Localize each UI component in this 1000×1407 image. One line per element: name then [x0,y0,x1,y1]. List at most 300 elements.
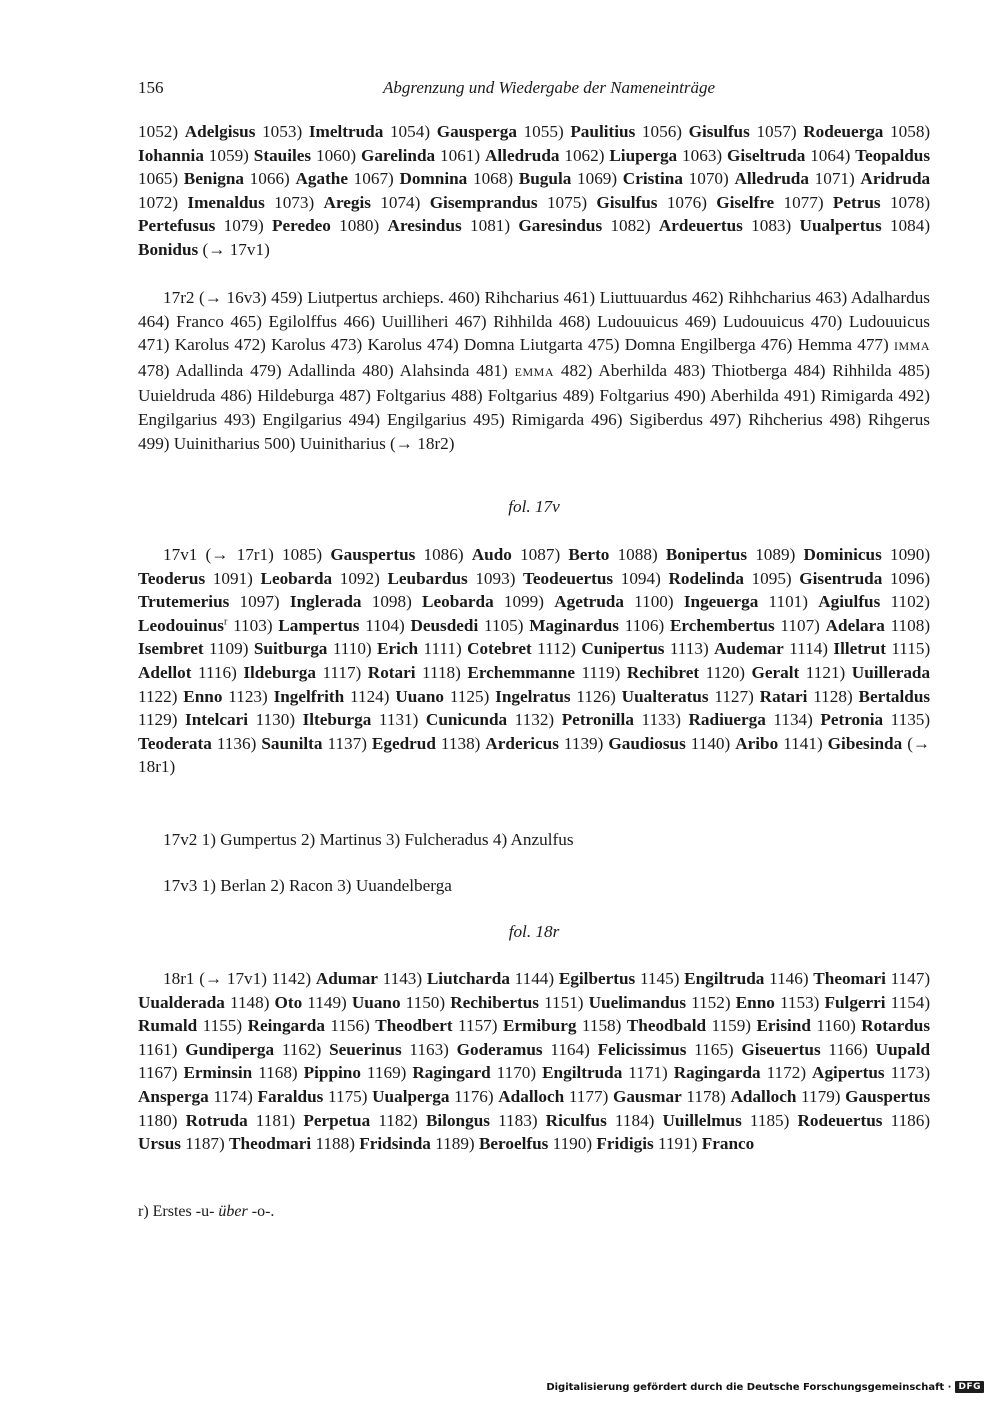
entry-number: 1177) [568,1086,609,1106]
entry-paragraph: 17r2 (→ 16v3) 459) Liutpertus archieps. 460) Rihcharius 461) Liuttuuardus 462) Rihhcharius 463) Adalhardus 464) Franco 465) Egilolffus 466) Uuilliheri 467) Rihhilda 468) Ludouuicus 469) Ludouuicus 470) Ludouuicus 471) Karolus 472) Karolus 473) Karolus 474) Domna Liutgarta 475) Domna Engilberga 476) Hemma 477) IMMA 478) Adallinda 479) Adallinda 480) Alahsinda 481) EMMA 482) Aberhilda 483) Thiotberga 484) Rihhilda 485) Uuieldruda 486) Hildeburga 487) Foltgarius 488) Foltgarius 489) Foltgarius 490) Aberhilda 491) Rimigarda 492) Engilgarius 493) Engilgarius 494) Engilgarius 495) Rimigarda 496) Sigiberdus 497) Rihcherius 498) Rihgerus 499) Uuinitharius 500) Uuinitharius (→ 18r2) [138,288,931,453]
entry-number: 1134) [773,710,813,730]
entry-number: 1092) [339,568,380,588]
entry-number: 1058) [890,122,931,141]
entry-name: Uupald [875,1039,931,1059]
entry-number: 1123) [228,686,268,706]
entry-name: Liutcharda [426,969,510,988]
entry-name: Rotardus [861,1016,931,1036]
entry-name: Adalloch [498,1086,565,1106]
entry-number: 1120) [705,662,746,682]
entries-17v1 [138,543,930,779]
entry-number: 1078) [889,192,931,212]
entry-number: 1084) [889,216,931,236]
entry-number: 1168) [258,1063,298,1083]
entry-number: 1066) [249,169,290,189]
entry-name: Aresindus [387,216,462,236]
entry-name: Pippino [303,1063,361,1083]
entry-number: 1070) [688,169,729,189]
entry-number: 1181) [255,1110,296,1130]
entry-number: 1129) [138,710,178,730]
entry-name: Garesindus [518,216,603,236]
entry-number: 1160) [816,1016,856,1036]
entry-name: Deusdedi [410,615,479,635]
entry-number: 1180) [138,1110,178,1130]
entry-name: Theodmari [229,1134,312,1154]
entry-name: Paulitius [570,122,636,141]
entry-name: Ingeuerga [683,592,759,612]
entry-number: 1119) [581,662,621,682]
entry-name: Adalloch [730,1086,797,1106]
entry-name: Uuelimandus [588,992,687,1012]
entry-name: Pertefusus [138,216,216,236]
entry-name: Radiuerga [688,710,766,730]
entry-name: Rodelinda [668,568,744,588]
entry-number: 1122) [138,686,178,706]
entry-number: 1130) [255,710,296,730]
entry-name: Oto [274,992,303,1012]
entry-name: Egedrud [371,733,436,753]
entry-name: Uualderada [138,992,225,1012]
entry-name: Uualteratus [621,686,709,706]
entry-number: 1159) [711,1016,752,1036]
entry-number: 1166) [828,1039,868,1059]
entry-name: Leobarda [260,568,333,588]
entry-number: 1082) [610,216,651,236]
entry-name: Giseltruda [727,145,806,165]
entry-name: Uualperga [372,1086,450,1106]
entry-number: 1081) [470,216,511,236]
entry-name: Agathe [295,169,348,189]
entry-name: Reingarda [247,1016,325,1036]
entry-number: 1157) [458,1016,498,1036]
entry-name: Uuillerada [851,662,931,682]
entry-number: 1098) [371,592,412,612]
entry-number: 1116) [197,662,237,682]
entries-18r1 [138,967,930,1156]
entry-name: Alledruda [734,169,809,189]
entry-name: Agipertus [812,1063,885,1083]
entry-number: 1175) [328,1086,368,1106]
entry-name: Bonipertus [665,545,748,564]
entry-number: 1076) [666,192,707,212]
entry-name: Bertaldus [858,686,931,706]
folio-heading-17v: fol. 17v [508,497,560,516]
entry-number: 1125) [449,686,490,706]
entry-name: Leodouinus [138,615,224,635]
entry-number: 1091) [212,568,253,588]
entry-number: 1117) [322,662,362,682]
entry-number: 1185) [749,1110,790,1130]
running-title: Abgrenzung und Wiedergabe der Nameneinträge [382,78,716,97]
entries-1052-1084 [138,120,930,262]
entry-name: Franco [701,1134,755,1154]
entry-number: 1169) [366,1063,407,1083]
footnote: r) Erstes -u- über -o-. [138,1203,275,1220]
entry-name: Ragingarda [673,1063,761,1083]
entry-number: 1176) [454,1086,494,1106]
small-caps-name: IMMA [893,339,930,354]
entry-name: Erchemmanne [467,662,575,682]
entry-name: Uualpertus [799,216,882,236]
entry-name: Rumald [138,1016,198,1036]
entry-number: 1127) [714,686,754,706]
entry-name: Saunilta [261,733,323,753]
entry-name: Audemar [714,639,784,659]
entry-name: Petronilla [561,710,634,730]
entry-name: Trutemerius [138,592,230,612]
entry-number: 1147) [890,969,931,988]
entry-number: 1052) [138,122,179,141]
entry-name: Iohannia [138,145,204,165]
entry-name: Theomari [813,969,886,988]
entry-number: 1061) [440,145,481,165]
entry-number: 1162) [281,1039,322,1059]
entry-number: 1110) [332,639,372,659]
entry-number: 1161) [138,1039,178,1059]
entry-name: Imenaldus [187,192,265,212]
funding-credit: Digitalisierung gefördert durch die Deutsche Forschungsgemeinschaft · DFG [546,1381,984,1393]
entry-name: Suitburga [253,639,328,659]
entry-paragraph: 18r1 (→ 17v1) 1142) Adumar 1143) Liutcharda 1144) Egilbertus 1145) Engiltruda 1146) Theomari 1147) Uualderada 1148) Oto 1149) Uuano 1150) Rechibertus 1151) Uuelimandus 1152) Enno 1153) Fulgerri 1154) Rumald 1155) Reingarda 1156) Theodbert 1157) Ermiburg 1158) Theodbald 1159) Erisind 1160) Rotardus 1161) Gundiperga 1162) Seuerinus 1163) Goderamus 1164) Felicissimus 1165) Giseuertus 1166) Uupald 1167) Erminsin 1168) Pippino 1169) Ragingard 1170) Engiltruda 1171) Ragingarda 1172) Agipertus 1173) Ansperga 1174) Faraldus 1175) Uualperga 1176) Adalloch 1177) Gausmar 1178) Adalloch 1179) Gauspertus 1180) Rotruda 1181) Perpetua 1182) Bilongus 1183) Riculfus 1184) Uuillelmus 1185) Rodeuertus 1186) Ursus 1187) Theodmari 1188) Fridsinda 1189) Beroelfus 1190) Fridigis 1191) Franco [138,969,931,1154]
entry-name: Erchembertus [669,615,775,635]
entry-name: Erisind [756,1016,811,1036]
entry-number: 1142) [271,969,312,988]
entry-name: Engiltruda [684,969,765,988]
entry-number: 1075) [546,192,588,212]
entry-name: Teodeuertus [523,568,614,588]
entry-number: 1053) [262,122,303,141]
entry-name: Ildeburga [243,662,316,682]
entry-number: 1071) [814,169,855,189]
entry-number: 1062) [564,145,605,165]
entry-number: 1153) [779,992,820,1012]
entry-number: 1065) [138,169,179,189]
entry-number: 1059) [208,145,249,165]
entry-name: Agiulfus [818,592,881,612]
entry-name: Illetrut [833,639,886,659]
entry-name: Gauspertus [330,545,416,564]
entry-number: 1069) [577,169,618,189]
entry-number: 1114) [789,639,829,659]
entry-number: 1088) [617,545,658,564]
entry-name: Theodbert [375,1016,453,1036]
entry-number: 1183) [498,1110,538,1130]
entry-name: Cristina [622,169,683,189]
entry-name: Cotebret [467,639,532,659]
folio-heading-18r: fol. 18r [508,922,560,941]
entry-name: Teoderus [138,568,206,588]
entry-name: Riculfus [545,1110,607,1130]
footnote-mark: r [223,616,228,628]
entry-name: Uuillelmus [662,1110,742,1130]
entry-name: Gausperga [436,122,517,141]
entry-name: Ragingard [412,1063,491,1083]
entry-number: 1165) [694,1039,734,1059]
entry-name: Rodeuerga [803,122,884,141]
entry-name: Gauspertus [845,1086,931,1106]
entry-name: Fridigis [596,1134,654,1154]
entry-name: Ursus [138,1134,181,1154]
entry-number: 1074) [380,192,421,212]
entry-number: 1182) [378,1110,418,1130]
entry-name: Felicissimus [597,1039,687,1059]
entry-name: Gibesinda [827,733,903,753]
entry-name: Engiltruda [542,1063,623,1083]
entry-number: 1143) [382,969,423,988]
entry-name: Agetruda [554,592,624,612]
entry-number: 1141) [783,733,823,753]
entry-number: 1156) [330,1016,370,1036]
entry-name: Erich [377,639,419,659]
entry-name: Gisulfus [688,122,750,141]
entry-number: 1126) [576,686,616,706]
entry-number: 1150) [405,992,446,1012]
entry-number: 1164) [550,1039,590,1059]
entry-name: Dominicus [803,545,882,564]
entry-name: Ermiburg [502,1016,577,1036]
entry-number: 1055) [523,122,564,141]
entry-number: 1191) [657,1134,698,1154]
entry-number: 1099) [503,592,544,612]
entry-number: 1095) [751,568,792,588]
entry-number: 1079) [223,216,264,236]
entry-name: Liuperga [609,145,678,165]
entry-number: 1170) [496,1063,537,1083]
entry-number: 1151) [544,992,584,1012]
entry-number: 1186) [890,1110,931,1130]
entry-name: Leobarda [422,592,494,612]
entry-number: 1155) [202,1016,243,1036]
entry-name: Theodbald [626,1016,707,1036]
entry-name: Ingelfrith [273,686,345,706]
entry-number: 1073) [274,192,315,212]
entry-name: Adelgisus [184,122,256,141]
entry-name: Uuano [351,992,401,1012]
entry-number: 1135) [890,710,931,730]
entry-name: Gisulfus [596,192,658,212]
entry-name: Enno [735,992,775,1012]
entry-number: 1089) [755,545,796,564]
entry-name: Cunipertus [581,639,665,659]
entry-name: Teoderata [138,733,212,753]
entry-number: 1112) [537,639,576,659]
entry-number: 1101) [768,592,808,612]
entry-name: Audo [471,545,512,564]
entry-name: Adelara [825,615,885,635]
entry-number: 1087) [520,545,561,564]
entry-name: Gausmar [612,1086,682,1106]
entry-number: 1146) [769,969,809,988]
entry-paragraph [138,120,930,262]
entry-name: Geralt [751,662,800,682]
entry-number: 1154) [890,992,931,1012]
entry-number: 1096) [889,568,931,588]
entry-name: Bilongus [425,1110,490,1130]
entry-number: 1111) [423,639,462,659]
cross-reference: (→ 17v1) [202,239,270,259]
entry-number: 1172) [766,1063,807,1083]
entry-name: Bonidus [138,239,199,259]
entry-name: Benigna [183,169,244,189]
entry-number: 1054) [389,122,431,141]
entry-number: 1131) [378,710,419,730]
entry-name: Ratari [759,686,808,706]
entry-name: Inglerada [289,592,362,612]
entry-name: Ingelratus [495,686,571,706]
entry-number: 1184) [614,1110,655,1130]
entry-number: 1105) [484,615,524,635]
entry-number: 1100) [634,592,674,612]
entry-number: 1138) [440,733,481,753]
entry-number: 1163) [409,1039,449,1059]
entry-number: 1152) [691,992,731,1012]
entry-number: 1077) [783,192,824,212]
entry-number: 1136) [216,733,257,753]
entry-name: Isembret [138,639,204,659]
entry-number: 1057) [756,122,797,141]
entry-name: Aregis [323,192,371,212]
entry-number: 1118) [422,662,461,682]
entries-17v2: 17v2 1) Gumpertus 2) Martinus 3) Fulcheradus 4) Anzulfus [163,830,574,849]
entry-name: Enno [183,686,223,706]
entry-number: 1167) [138,1063,178,1083]
entry-name: Faraldus [257,1086,324,1106]
small-caps-name: EMMA [514,364,554,379]
entry-name: Fulgerri [824,992,886,1012]
entry-number: 1108) [890,615,931,635]
entry-number: 1083) [751,216,792,236]
entry-number: 1174) [213,1086,253,1106]
entry-name: Lampertus [278,615,360,635]
entry-name: Fridsinda [359,1134,431,1154]
entries-17r2 [138,286,930,455]
entry-name: Rodeuertus [797,1110,883,1130]
entry-number: 1149) [307,992,347,1012]
entry-number: 1171) [628,1063,668,1083]
entry-name: Cunicunda [425,710,508,730]
entry-name: Aridruda [860,169,931,189]
entry-name: Bugula [518,169,572,189]
entry-name: Perpetua [303,1110,371,1130]
entry-name: Uuano [395,686,445,706]
page-number: 156 [138,78,164,97]
entry-number: 1086) [423,545,464,564]
entry-name: Stauiles [253,145,312,165]
entry-number: 1085) [282,545,323,564]
entry-number: 1107) [780,615,820,635]
entry-name: Ardericus [485,733,559,753]
entry-number: 1128) [813,686,853,706]
entry-name: Adumar [315,969,378,988]
entry-name: Rotruda [185,1110,248,1130]
entry-name: Maginardus [529,615,619,635]
entry-name: Gisemprandus [429,192,538,212]
entry-name: Erminsin [183,1063,253,1083]
entry-number: 1068) [472,169,514,189]
entry-number: 1139) [563,733,604,753]
entry-number: 1094) [620,568,661,588]
entry-name: Intelcari [185,710,249,730]
entry-name: Gisentruda [799,568,883,588]
entry-number: 1080) [339,216,380,236]
entry-number: 1121) [805,662,846,682]
entry-name: Ardeuertus [658,216,743,236]
entry-number: 1115) [891,639,931,659]
entry-name: Beroelfus [478,1134,549,1154]
entry-name: Goderamus [456,1039,543,1059]
entry-name: Rotari [367,662,416,682]
entry-number: 1063) [682,145,723,165]
entry-name: Egilbertus [558,969,636,988]
entry-number: 1109) [208,639,249,659]
entries-17v3: 17v3 1) Berlan 2) Racon 3) Uuandelberga [163,876,452,895]
entry-name: Giselfre [716,192,775,212]
entry-number: 1144) [514,969,555,988]
entry-number: 1064) [810,145,851,165]
entry-number: 1102) [890,592,930,612]
entry-name: Teopaldus [855,145,931,165]
entry-number: 1140) [690,733,731,753]
entry-number: 1093) [475,568,516,588]
entry-number: 1133) [641,710,681,730]
entry-name: Domnina [399,169,468,189]
entry-name: Alledruda [484,145,560,165]
entry-number: 1190) [552,1134,593,1154]
entry-number: 1158) [581,1016,622,1036]
entry-name: Rechibertus [450,992,539,1012]
entry-name: Garelinda [360,145,436,165]
dfg-logo-icon: DFG [955,1381,984,1393]
cross-reference: (→ 18r1) [138,733,931,777]
entry-number: 1106) [624,615,665,635]
entry-number: 1097) [239,592,280,612]
entry-name: Imeltruda [308,122,384,141]
entry-name: Leubardus [387,568,468,588]
entry-number: 1188) [315,1134,355,1154]
entry-number: 1189) [435,1134,475,1154]
entry-number: 1104) [365,615,405,635]
entry-number: 1145) [639,969,680,988]
entry-name: Seuerinus [329,1039,402,1059]
entry-name: Berto [568,545,610,564]
entry-name: Ilteburga [302,710,372,730]
entry-name: Giseuertus [741,1039,821,1059]
entry-number: 1067) [353,169,394,189]
entry-number: 1137) [327,733,367,753]
entry-name: Gaudiosus [608,733,686,753]
entry-name: Ansperga [138,1086,209,1106]
entry-name: Peredeo [272,216,331,236]
entry-number: 1148) [229,992,270,1012]
entry-number: 1187) [185,1134,225,1154]
entry-number: 1103) [233,615,273,635]
entry-name: Petronia [820,710,884,730]
entry-name: Aribo [735,733,779,753]
entry-number: 1056) [641,122,683,141]
entry-name: Adellot [138,662,192,682]
page-header [138,78,930,104]
entry-name: Petrus [832,192,881,212]
entry-name: Gundiperga [185,1039,275,1059]
entry-number: 1132) [514,710,555,730]
entry-paragraph: 17v1 (→ 17r1) 1085) Gauspertus 1086) Audo 1087) Berto 1088) Bonipertus 1089) Dominicus 1090) Teoderus 1091) Leobarda 1092) Leubardus 1093) Teodeuertus 1094) Rodelinda 1095) Gisentruda 1096) Trutemerius 1097) Inglerada 1098) Leobarda 1099) Agetruda 1100) Ingeuerga 1101) Agiulfus 1102) Leodouinus$^r$ 1103) Lampertus 1104) Deusdedi 1105) Maginardus 1106) Erchembertus 1107) Adelara 1108) Isembret 1109) Suitburga 1110) Erich 1111) Cotebret 1112) Cunipertus 1113) Audemar 1114) Illetrut 1115) Adellot 1116) Ildeburga 1117) Rotari 1118) Erchemmanne 1119) Rechibret 1120) Geralt 1121) Uuillerada 1122) Enno 1123) Ingelfrith 1124) Uuano 1125) Ingelratus 1126) Uualteratus 1127) Ratari 1128) Bertaldus 1129) Intelcari 1130) Ilteburga 1131) Cunicunda 1132) Petronilla 1133) Radiuerga 1134) Petronia 1135) Teoderata 1136) Saunilta 1137) Egedrud 1138) Ardericus 1139) Gaudiosus 1140) Aribo 1141) Gibesinda (→ 18r1) [138,545,931,777]
entry-number: 1179) [801,1086,841,1106]
entry-number: 1173) [890,1063,931,1083]
entry-number: 1072) [138,192,179,212]
entry-number: 1060) [315,145,357,165]
entry-number: 1113) [669,639,709,659]
entry-number: 1124) [350,686,390,706]
